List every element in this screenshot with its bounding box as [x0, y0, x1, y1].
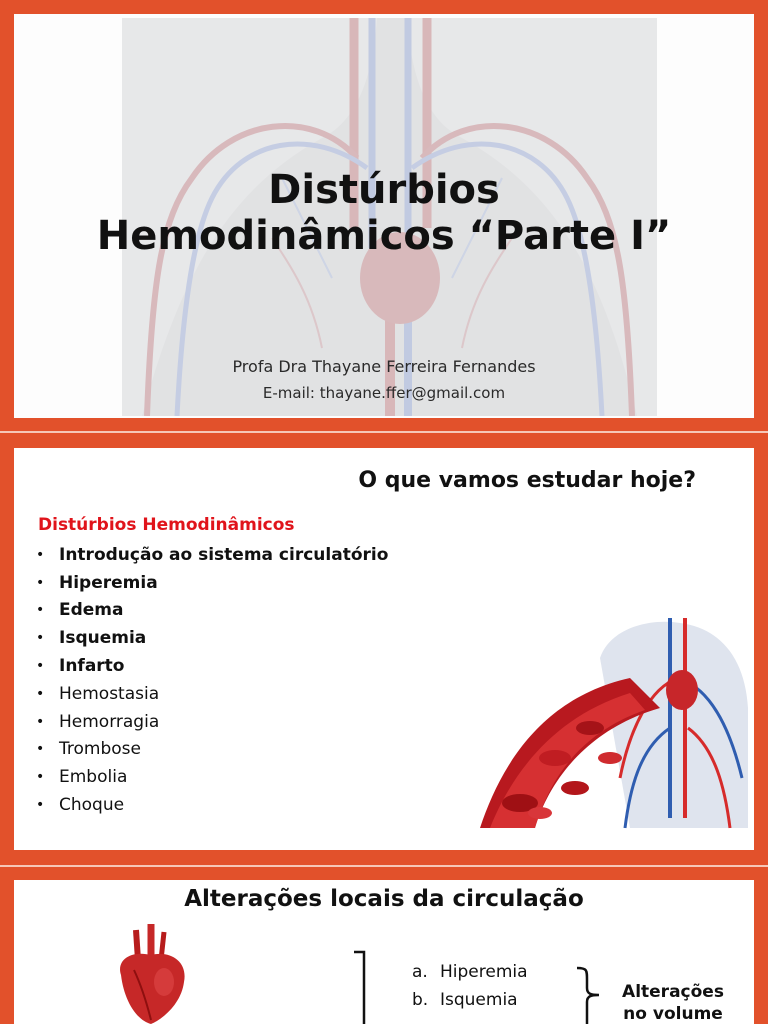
list-item: b. Isquemia	[412, 990, 518, 1010]
list-item: • Introdução ao sistema circulatório	[36, 544, 389, 565]
list-item: • Infarto	[36, 656, 125, 677]
topic-list	[36, 541, 388, 819]
alterations-list	[412, 962, 528, 1018]
list-item: • Isquemia	[36, 628, 147, 649]
bullet-icon: •	[36, 797, 45, 814]
bracket-right	[575, 966, 603, 1024]
title-slide	[14, 14, 754, 418]
topics-slide	[14, 448, 754, 850]
section-title: Distúrbios Hemodinâmicos	[38, 515, 295, 535]
slide-divider	[0, 431, 768, 433]
list-item: • Hiperemia	[36, 572, 158, 593]
bullet-icon: •	[36, 574, 45, 591]
bullet-icon: •	[36, 769, 45, 786]
title-line-1: Distúrbios	[268, 167, 500, 213]
slide-heading: Alterações locais da circulação	[184, 886, 584, 912]
slide-heading: O que vamos estudar hoje?	[358, 468, 696, 493]
author-name: Profa Dra Thayane Ferreira Fernandes	[232, 357, 536, 376]
slide-divider	[0, 865, 768, 867]
author-email: E-mail: thayane.ffer@gmail.com	[262, 384, 506, 402]
title-line-2: Hemodinâmicos “Parte I”	[96, 213, 672, 259]
bullet-icon: •	[36, 602, 45, 619]
bullet-icon: •	[36, 741, 45, 758]
bullet-icon: •	[36, 546, 45, 563]
result-label: Alterações no volume	[622, 982, 724, 1024]
bullet-icon: •	[36, 685, 45, 702]
bullet-icon: •	[36, 713, 45, 730]
blood-vessel-red-cells-icon	[480, 618, 750, 838]
presentation-title	[14, 167, 754, 259]
heart-icon	[106, 920, 196, 1024]
bracket-left	[350, 950, 370, 1024]
list-item: • Embolia	[36, 767, 128, 788]
list-item: • Trombose	[36, 739, 141, 760]
bullet-icon: •	[36, 658, 45, 675]
bullet-icon: •	[36, 630, 45, 647]
list-item: • Hemorragia	[36, 711, 160, 732]
local-circulation-slide	[14, 880, 754, 1024]
list-item: • Edema	[36, 600, 124, 621]
list-item: • Choque	[36, 795, 125, 816]
list-item: • Hemostasia	[36, 683, 160, 704]
list-item: a. Hiperemia	[412, 962, 528, 982]
